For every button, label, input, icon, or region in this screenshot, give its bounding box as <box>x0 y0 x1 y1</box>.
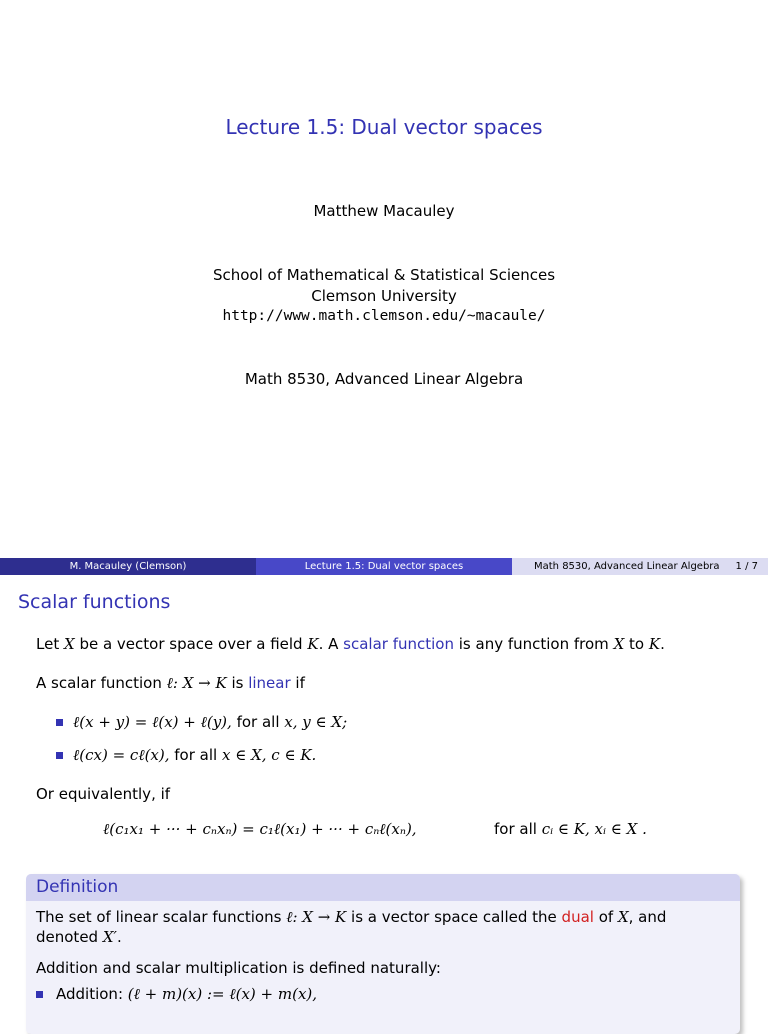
course-name: Math 8530, Advanced Linear Algebra <box>244 370 524 388</box>
footer-course-section <box>512 558 768 575</box>
math: K <box>307 635 319 653</box>
text: for all <box>169 746 222 764</box>
text: for all <box>494 820 542 838</box>
definition-title: Definition <box>26 874 740 901</box>
definition-body <box>26 901 740 1010</box>
paragraph-scalar-function <box>36 635 665 653</box>
footer-page-number: 1 / 7 <box>735 561 758 572</box>
text: is <box>226 674 249 692</box>
linearity-equation: ℓ(c₁x₁ + ··· + cₙxₙ) = c₁ℓ(x₁) + ··· + cₙℓ(xₙ), <box>103 820 417 838</box>
definition-block <box>26 874 740 1034</box>
text: of <box>593 908 618 926</box>
footer-bar <box>0 558 768 575</box>
math: ℓ: X → K <box>286 908 347 926</box>
scalar-functions-slide <box>0 575 768 1024</box>
math: cᵢ ∈ K, xᵢ ∈ X . <box>541 820 647 838</box>
definition-text <box>36 907 730 947</box>
math: X <box>63 635 75 653</box>
list-item <box>36 984 730 1004</box>
math: (ℓ + m)(x) := ℓ(x) + m(x), <box>127 985 318 1003</box>
text: is a vector space called the <box>346 908 562 926</box>
text: Addition: <box>56 985 128 1003</box>
university-name: Clemson University <box>311 287 457 305</box>
math: x, y ∈ X; <box>284 713 348 731</box>
math: K <box>648 635 661 653</box>
text: for all <box>231 713 285 731</box>
author-url[interactable]: http://www.math.clemson.edu/~macaule/ <box>222 308 546 324</box>
text: The set of linear scalar functions <box>36 908 287 926</box>
math: ℓ(x + y) = ℓ(x) + ℓ(y), <box>73 713 232 731</box>
math: X <box>617 908 629 926</box>
frame-title: Scalar functions <box>18 591 171 613</box>
footer-author: M. Macauley (Clemson) <box>0 558 256 575</box>
highlight-term: scalar function <box>343 635 454 653</box>
text: if <box>290 674 305 692</box>
math: X <box>613 635 625 653</box>
text: to <box>624 635 649 653</box>
text: is any function from <box>453 635 614 653</box>
paragraph-linear <box>36 674 305 693</box>
math: x ∈ X, c ∈ K. <box>221 746 317 764</box>
text: Let <box>36 635 64 653</box>
lecture-title: Lecture 1.5: Dual vector spaces <box>225 115 543 139</box>
text: , and denoted <box>36 908 667 946</box>
math: ℓ: X → K <box>166 674 227 692</box>
bullet-icon <box>56 752 63 759</box>
highlight-term: linear <box>248 674 291 692</box>
alert-term: dual <box>561 908 594 926</box>
author-name: Matthew Macauley <box>313 202 455 220</box>
text: A scalar function <box>36 674 167 692</box>
math: ℓ(cx) = cℓ(x), <box>73 746 170 764</box>
paragraph-equivalently: Or equivalently, if <box>36 785 171 803</box>
footer-course: Math 8530, Advanced Linear Algebra <box>534 561 720 572</box>
text: . <box>660 635 665 653</box>
text: . <box>116 928 122 946</box>
footer-lecture: Lecture 1.5: Dual vector spaces <box>256 558 512 575</box>
text: . A <box>318 635 344 653</box>
bullet-icon <box>56 719 63 726</box>
math: X′ <box>102 928 117 946</box>
bullet-icon <box>36 991 43 998</box>
equation-condition <box>494 820 647 838</box>
addition-intro: Addition and scalar multiplication is defined naturally: <box>36 959 441 977</box>
text: be a vector space over a field <box>74 635 308 653</box>
school-name: School of Mathematical & Statistical Sciences <box>212 266 556 284</box>
